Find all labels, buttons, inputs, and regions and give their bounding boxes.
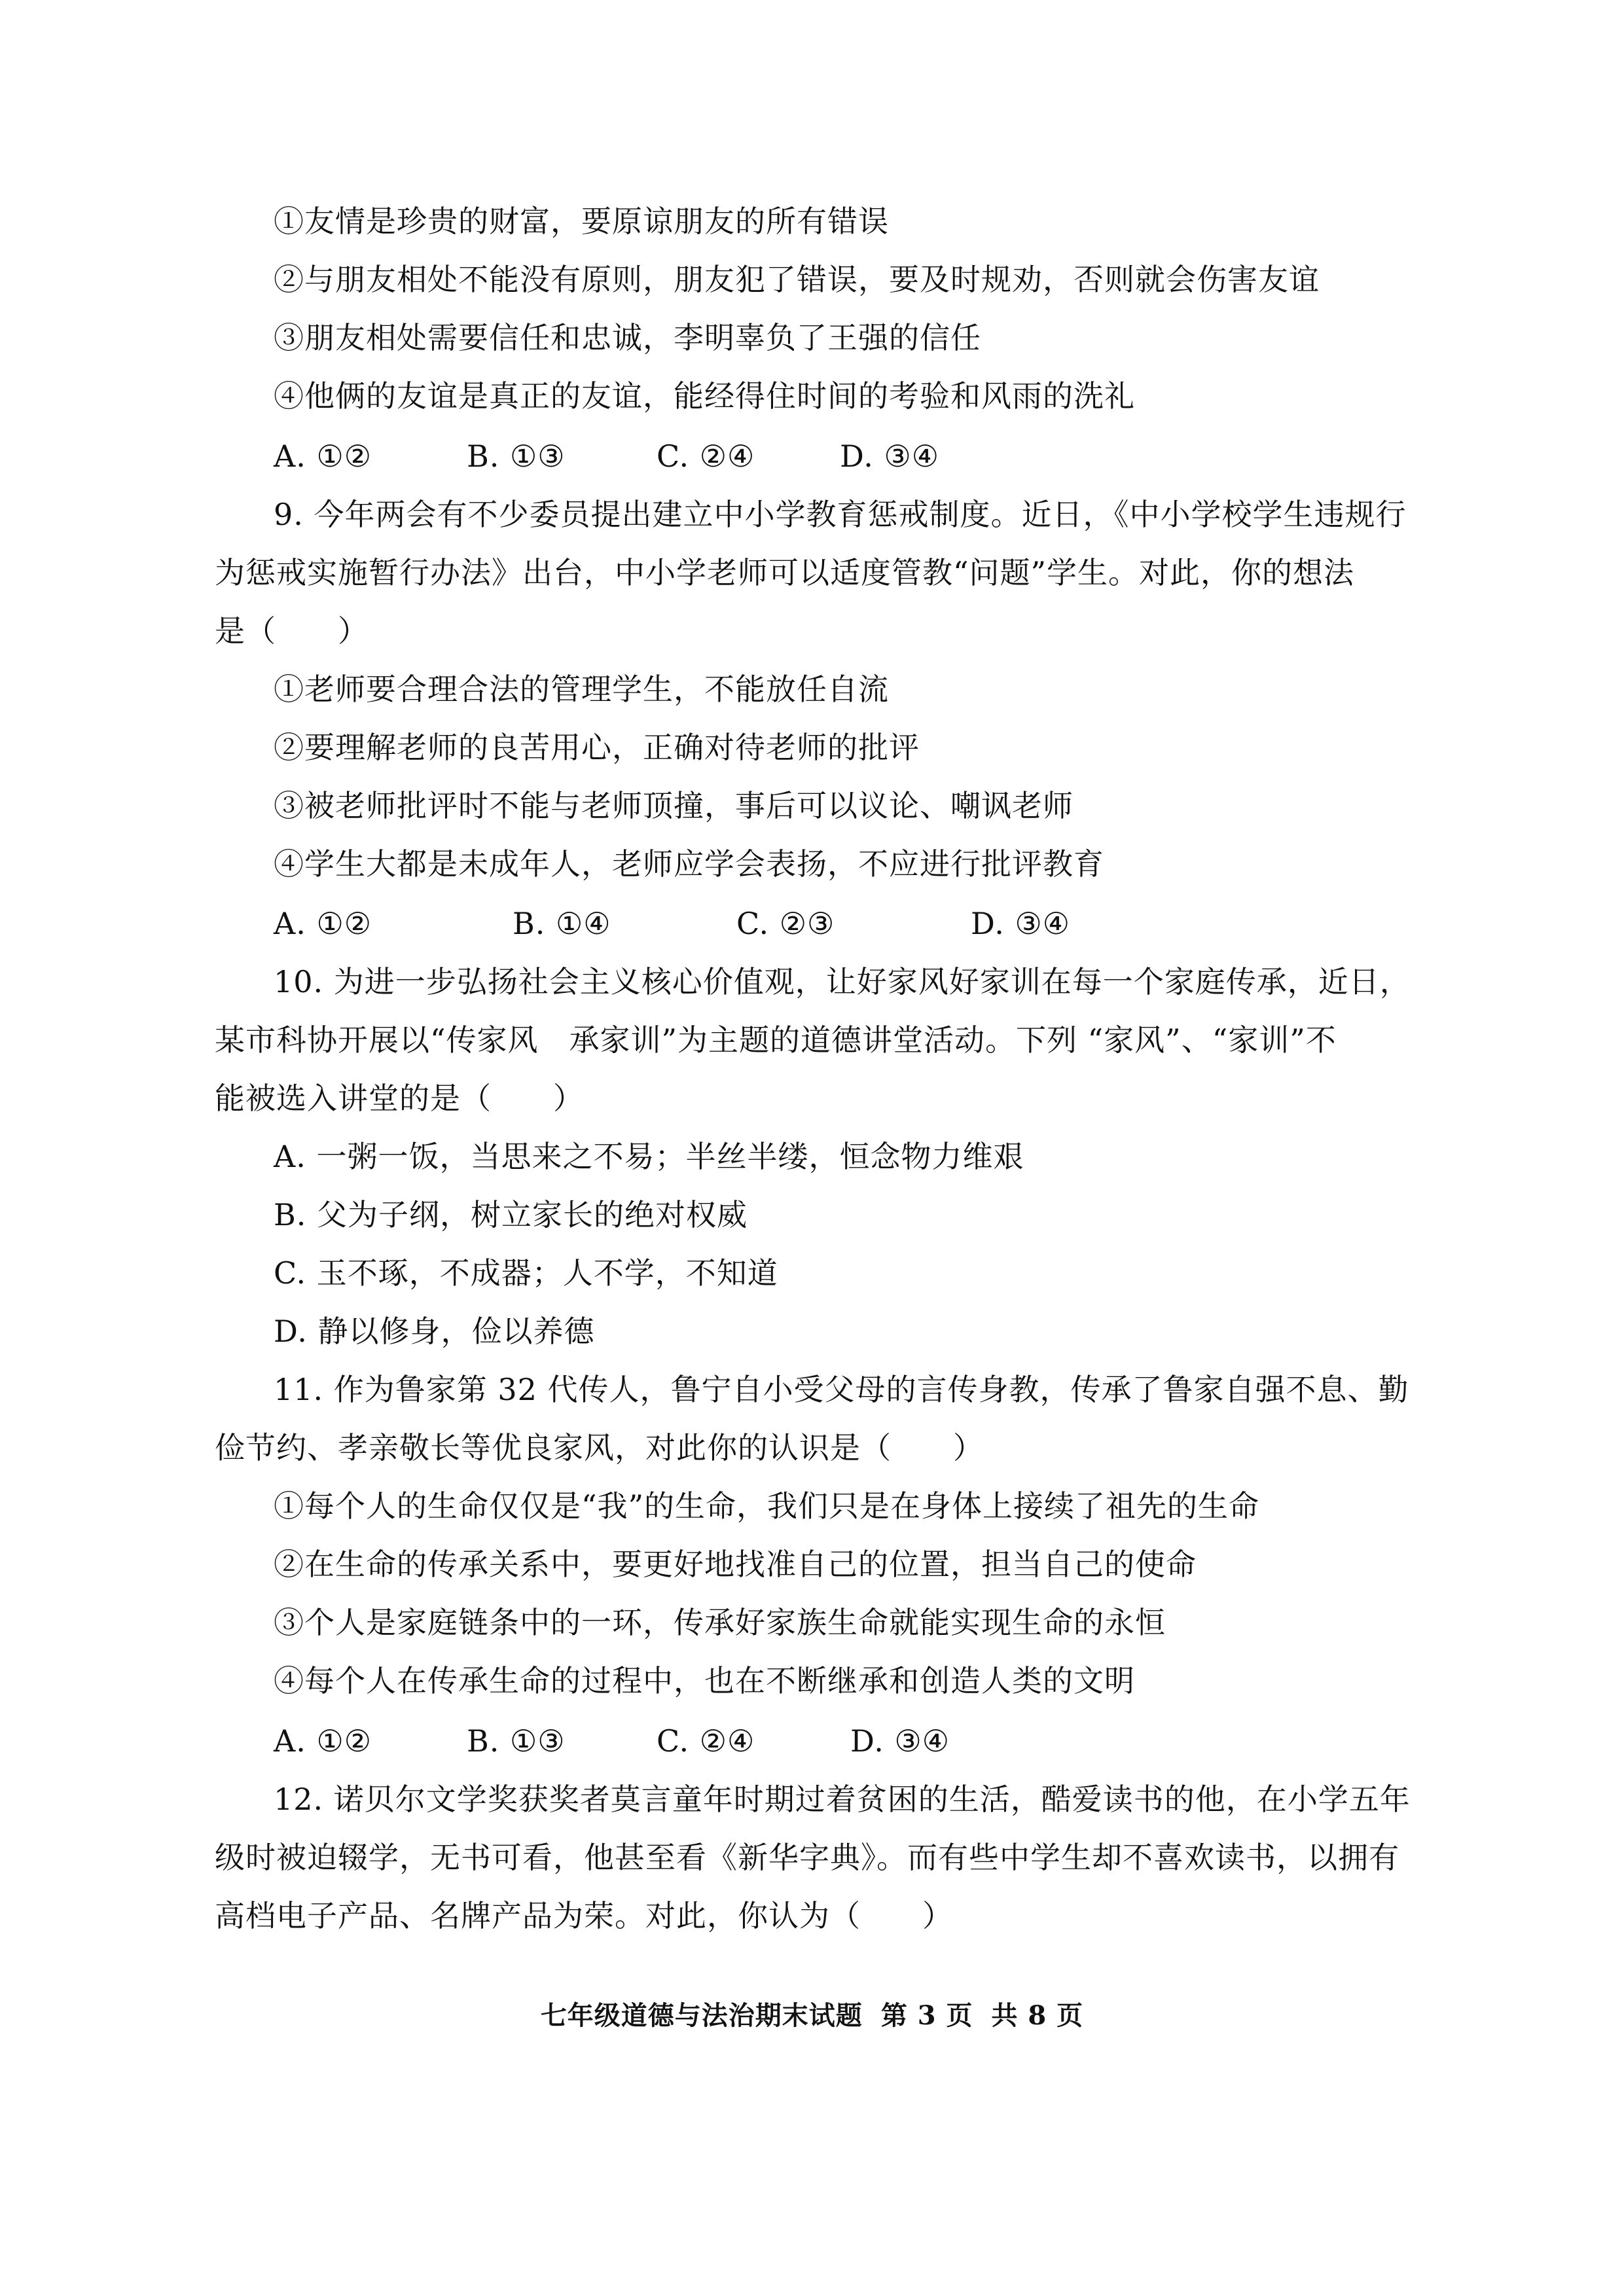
q11-stem-line-2: 俭节约、孝亲敬长等优良家风，对此你的认识是（ ） <box>215 1430 984 1465</box>
q9-stem-line-1: 9. 今年两会有不少委员提出建立中小学教育惩戒制度。近日，《中小学校学生违规行 <box>274 497 1407 532</box>
q9-statement-2: ②要理解老师的良苦用心，正确对待老师的批评 <box>274 730 920 765</box>
q10-choice-c: C. 玉不琢，不成器；人不学，不知道 <box>274 1255 778 1291</box>
q9-option-b: B. ①④ <box>513 906 611 941</box>
q10-choice-b: B. 父为子纲，树立家长的绝对权威 <box>274 1197 748 1232</box>
footer-exam-title: 七年级道德与法治期末试题 <box>540 2000 863 2031</box>
q8-option-d: D. ③④ <box>840 439 939 474</box>
q12-stem-line-3: 高档电子产品、名牌产品为荣。对此，你认为（ ） <box>215 1898 953 1933</box>
q12-stem-line-2: 级时被迫辍学，无书可看，他甚至看《新华字典》。而有些中学生却不喜欢读书，以拥有 <box>215 1840 1399 1875</box>
q10-stem-line-3: 能被选入讲堂的是（ ） <box>215 1081 584 1116</box>
q8-option-b: B. ①③ <box>467 439 566 474</box>
footer-page-number: 第 3 页 <box>880 2000 973 2031</box>
q8-statement-4: ④他俩的友谊是真正的友谊，能经得住时间的考验和风雨的洗礼 <box>274 378 1135 414</box>
page-footer <box>0 1998 1624 2034</box>
q9-statement-3: ③被老师批评时不能与老师顶撞，事后可以议论、嘲讽老师 <box>274 788 1074 823</box>
q10-stem-line-1: 10. 为进一步弘扬社会主义核心价值观，让好家风好家训在每一个家庭传承，近日， <box>274 964 1411 999</box>
q8-options <box>274 437 939 476</box>
q9-option-a: A. ①② <box>274 906 372 941</box>
q8-statement-3: ③朋友相处需要信任和忠诚，李明辜负了王强的信任 <box>274 320 981 355</box>
q9-stem-line-2: 为惩戒实施暂行办法》出台，中小学老师可以适度管教“问题”学生。对此，你的想法 <box>215 555 1355 590</box>
q11-statement-1: ①每个人的生命仅仅是“我”的生命，我们只是在身体上接续了祖先的生命 <box>274 1488 1260 1524</box>
q11-statement-3: ③个人是家庭链条中的一环，传承好家族生命就能实现生命的永恒 <box>274 1605 1166 1640</box>
q9-option-c: C. ②③ <box>736 906 835 941</box>
q9-option-d: D. ③④ <box>971 906 1070 941</box>
q11-statement-4: ④每个人在传承生命的过程中，也在不断继承和创造人类的文明 <box>274 1663 1135 1698</box>
q11-stem-line-1: 11. 作为鲁家第 32 代传人，鲁宁自小受父母的言传身教，传承了鲁家自强不息、勤 <box>274 1372 1409 1407</box>
q11-option-b: B. ①③ <box>467 1723 566 1759</box>
q10-stem-line-2: 某市科协开展以“传家风 承家训”为主题的道德讲堂活动。下列 “家风”、“家训”不 <box>215 1022 1337 1058</box>
q11-option-a: A. ①② <box>274 1723 372 1759</box>
q8-option-c: C. ②④ <box>657 439 755 474</box>
q8-statement-2: ②与朋友相处不能没有原则，朋友犯了错误，要及时规劝，否则就会伤害友谊 <box>274 262 1320 297</box>
q8-statement-1: ①友情是珍贵的财富，要原谅朋友的所有错误 <box>274 204 889 239</box>
q9-statement-1: ①老师要合理合法的管理学生，不能放任自流 <box>274 672 889 707</box>
q9-stem-line-3: 是（ ） <box>215 613 369 649</box>
q11-options <box>274 1721 950 1761</box>
q10-choice-a: A. 一粥一饭，当思来之不易；半丝半缕，恒念物力维艰 <box>274 1139 1024 1174</box>
q12-stem-line-1: 12. 诺贝尔文学奖获奖者莫言童年时期过着贫困的生活，酷爱读书的他，在小学五年 <box>274 1782 1411 1817</box>
q11-option-c: C. ②④ <box>657 1723 755 1759</box>
q8-option-a: A. ①② <box>274 439 372 474</box>
q9-statement-4: ④学生大都是未成年人，老师应学会表扬，不应进行批评教育 <box>274 846 1104 882</box>
footer-total-pages: 共 8 页 <box>991 2000 1084 2031</box>
q11-option-d: D. ③④ <box>850 1723 950 1759</box>
q11-statement-2: ②在生命的传承关系中，要更好地找准自己的位置，担当自己的使命 <box>274 1547 1197 1582</box>
q9-options <box>274 904 1070 943</box>
q10-choice-d: D. 静以修身，俭以养德 <box>274 1314 595 1349</box>
